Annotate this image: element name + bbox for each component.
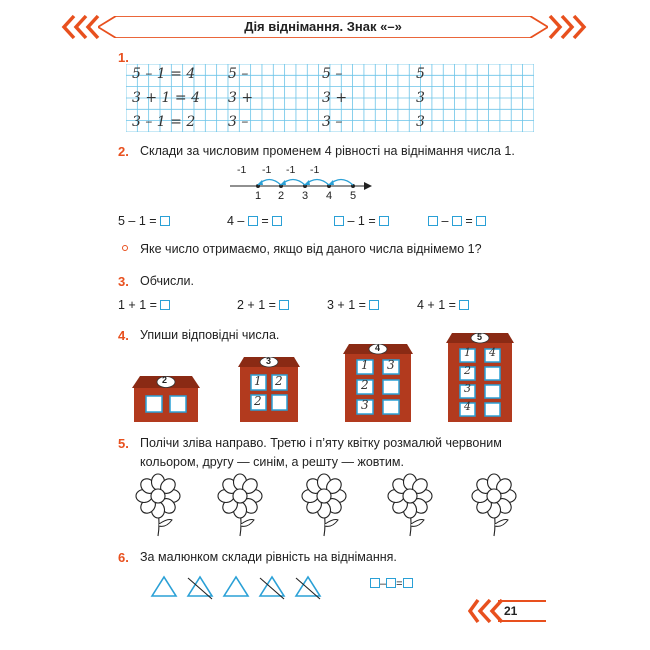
written-digit: 3: [387, 358, 395, 372]
triangle-5: [296, 577, 320, 596]
triangle-3: [224, 577, 248, 596]
house-2: [132, 376, 200, 422]
house-4-shape: [343, 344, 413, 422]
header-right-chevrons-icon: [548, 14, 588, 40]
task1-row2-c: 3 +: [322, 90, 348, 106]
task6-text: За малюнком склади рівність на віднімання.: [140, 550, 397, 564]
task4-number: 4.: [118, 328, 129, 343]
task3-equation-4: 4 + 1 =: [417, 298, 469, 312]
house-5: [446, 333, 514, 422]
written-digit: 4: [489, 346, 496, 359]
written-digit: 1: [361, 358, 369, 372]
task1-row2-a: 3 + 1 = 4: [132, 90, 200, 106]
written-digit: 2: [464, 364, 471, 377]
written-digit: 2: [361, 378, 369, 392]
ray-arrowhead-1: [328, 180, 334, 185]
house-3: [238, 357, 300, 422]
answer-box[interactable]: [334, 216, 344, 226]
task1-row3-d: 3: [416, 114, 425, 130]
task3-number: 3.: [118, 274, 129, 289]
task2-question: Яке число отримаємо, якщо від даного числа віднімемо 1?: [140, 242, 482, 256]
triangle-2: [188, 577, 212, 596]
ray-arrowhead-3: [280, 180, 286, 185]
task1-number: 1.: [118, 50, 129, 65]
flower-shape: [384, 472, 440, 538]
ray-arrowhead-4: [257, 180, 263, 185]
answer-box[interactable]: [248, 216, 258, 226]
written-digit: 2: [275, 374, 283, 388]
page-number: 21: [504, 604, 518, 618]
answer-box[interactable]: [476, 216, 486, 226]
written-digit: 3: [361, 398, 369, 412]
task3-equation-2: 2 + 1 =: [237, 298, 289, 312]
header-left-chevrons-icon: [60, 14, 100, 40]
ray-tick-5: 5: [350, 190, 357, 202]
written-digit: 1: [464, 346, 471, 359]
answer-box[interactable]: [386, 578, 396, 588]
flower-3[interactable]: [298, 472, 354, 543]
page-title: Дія віднімання. Знак «–»: [244, 19, 402, 34]
arc-label-1: -1: [237, 164, 247, 176]
written-digit: 1: [254, 374, 262, 388]
answer-box[interactable]: [279, 300, 289, 310]
task1-row3-a: 3 – 1 = 2: [132, 114, 196, 130]
task5-line1: Полічи зліва направо. Третю і п’яту квітку розмалюй червоним: [140, 436, 502, 450]
answer-box[interactable]: [459, 300, 469, 310]
task6-number: 6.: [118, 550, 129, 565]
house-4: [343, 344, 413, 422]
answer-box[interactable]: [452, 216, 462, 226]
arc-label-4: -1: [310, 164, 320, 176]
arc-label-2: -1: [262, 164, 272, 176]
task3-text: Обчисли.: [140, 274, 194, 288]
task2-equation-3: – 1 =: [334, 214, 389, 228]
flower-shape: [132, 472, 188, 538]
answer-box[interactable]: [370, 578, 380, 588]
ray-tick-3: 3: [302, 190, 309, 202]
triangle-4: [260, 577, 284, 596]
flower-5[interactable]: [468, 472, 524, 543]
answer-box[interactable]: [369, 300, 379, 310]
task3-equation-3: 3 + 1 =: [327, 298, 379, 312]
house-2-number: 2: [162, 375, 168, 385]
written-digit: 2: [254, 394, 262, 408]
task2-equation-4: – =: [428, 214, 486, 228]
task5-number: 5.: [118, 436, 129, 451]
triangles-row: [150, 574, 330, 600]
flower-4[interactable]: [384, 472, 440, 543]
flower-shape: [468, 472, 524, 538]
arc-label-3: -1: [286, 164, 296, 176]
triangle-1: [152, 577, 176, 596]
house-5-shape: [446, 333, 514, 422]
answer-box[interactable]: [272, 216, 282, 226]
task1-row1-d: 5: [416, 66, 425, 82]
flower-shape: [214, 472, 270, 538]
question-bullet-icon: [122, 245, 128, 251]
flower-2[interactable]: [214, 472, 270, 543]
task2-equation-2: 4 – =: [227, 214, 282, 228]
house-3-shape: [238, 357, 300, 422]
ray-tick-4: 4: [326, 190, 333, 202]
answer-box[interactable]: [428, 216, 438, 226]
ray-tick-2: 2: [278, 190, 285, 202]
answer-box[interactable]: [160, 216, 170, 226]
flower-shape: [298, 472, 354, 538]
task1-row1-a: 5 – 1 = 4: [132, 66, 196, 82]
task2-number: 2.: [118, 144, 129, 159]
house-3-number: 3: [266, 356, 272, 366]
answer-box[interactable]: [379, 216, 389, 226]
task2-text: Склади за числовим променем 4 рівності на віднімання числа 1.: [140, 144, 515, 158]
task1-row3-b: 3 –: [228, 114, 249, 130]
task3-equation-1: 1 + 1 =: [118, 298, 170, 312]
task1-row3-c: 3 –: [322, 114, 343, 130]
written-digit: 3: [464, 382, 471, 395]
ray-tick-1: 1: [255, 190, 262, 202]
house-5-number: 5: [477, 332, 483, 342]
flower-1[interactable]: [132, 472, 188, 543]
task1-row2-d: 3: [416, 90, 425, 106]
task5-line2: кольором, другу — синім, а решту — жовтим.: [140, 455, 404, 469]
header-banner: [98, 16, 548, 38]
task1-row1-c: 5 –: [322, 66, 343, 82]
task4-text: Упиши відповідні числа.: [140, 328, 280, 342]
task2-equation-1: 5 – 1 =: [118, 214, 170, 228]
answer-box[interactable]: [403, 578, 413, 588]
house-4-number: 4: [375, 343, 381, 353]
task1-row2-b: 3 +: [228, 90, 254, 106]
answer-box[interactable]: [160, 300, 170, 310]
ray-arrowhead-2: [304, 180, 310, 185]
task1-row1-b: 5 –: [228, 66, 249, 82]
page-number-frame: [498, 600, 546, 622]
task6-equation: – =: [370, 578, 413, 590]
written-digit: 4: [464, 400, 471, 413]
